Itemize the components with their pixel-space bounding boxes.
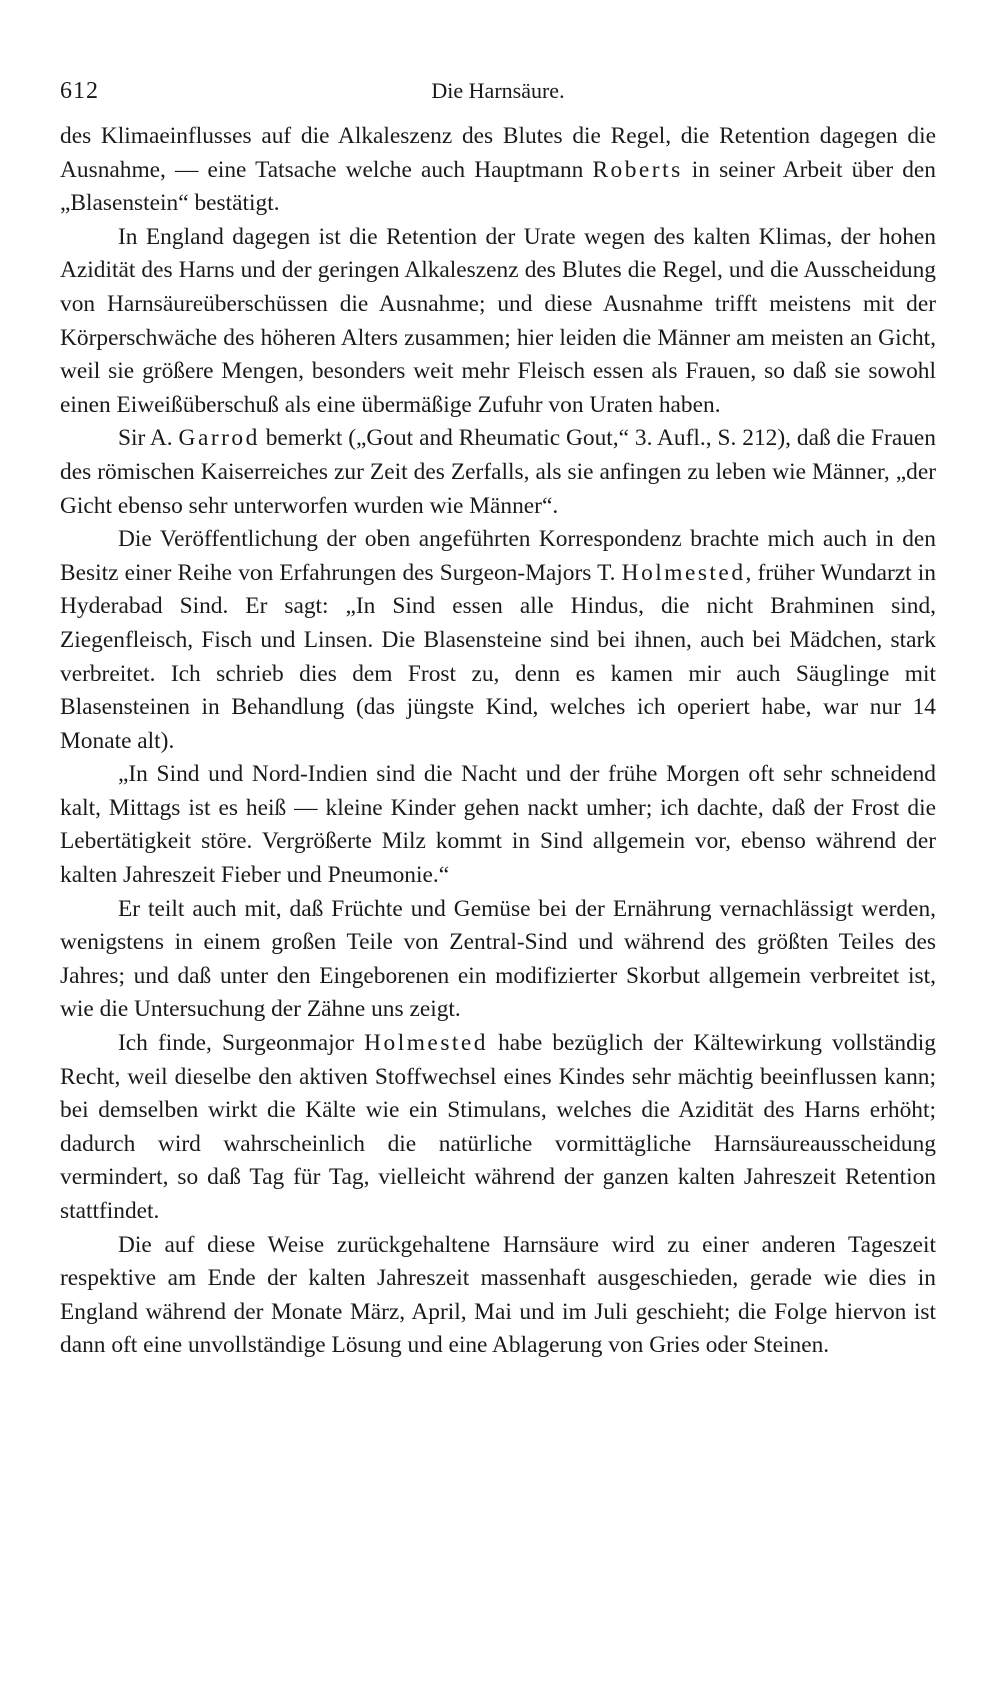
- text-run: Er teilt auch mit, daß Früchte und Gemüse bei der Ernährung vernachlässigt werden, wenigstens in einem großen Teile von Zentral-Sind und während des größten Teiles des Jahres; und daß unter den Eingeborenen ein modifizierter Skorbut allgemein verbreitet ist, wie die Untersuchung der Zähne uns zeigt.: [60, 895, 936, 1023]
- text-run: bemerkt („Gout and Rheumatic Gout,“ 3. Aufl., S. 212), daß die Frauen des römischen Kaiserreiches zur Zeit des Zerfalls, als sie anfingen zu leben wie Männer, „der Gicht ebenso sehr unterworfen wurden wie Männer“.: [60, 425, 936, 519]
- paragraph: [60, 523, 936, 758]
- paragraph: [60, 120, 936, 221]
- paragraph: [60, 422, 936, 523]
- paragraph: [60, 1229, 936, 1363]
- text-run: „In Sind und Nord-Indien sind die Nacht und der frühe Morgen oft sehr schneidend kalt, Mittags ist es heiß — kleine Kinder gehen nackt umher; ich dachte, daß der Frost die Lebertätigkeit störe. Vergrößerte Milz kommt in Sind allgemein vor, ebenso während der kalten Jahreszeit Fieber und Pneumonie.“: [60, 761, 936, 889]
- text-run: Ich finde, Surgeonmajor: [118, 1030, 365, 1057]
- paragraph: [60, 1027, 936, 1229]
- paragraph: [60, 221, 936, 423]
- text-run: Sir A.: [118, 425, 179, 452]
- spaced-name: Garrod: [178, 425, 260, 452]
- body-text: [60, 120, 936, 1363]
- text-run: Die auf diese Weise zurückgehaltene Harnsäure wird zu einer anderen Tageszeit respektive am Ende der kalten Jahreszeit massenhaft ausgeschieden, gerade wie dies in England während der Monate März, April, Mai und im Juli geschieht; die Folge hiervon ist dann oft eine unvollständige Lösung und eine Ablagerung von Gries oder Steinen.: [60, 1231, 936, 1359]
- text-run: des Klimaeinflusses auf die Alkaleszenz des Blutes die Regel, die Retention dagegen die Ausnahme, — eine Tatsache welche auch Hauptmann: [60, 123, 936, 183]
- page-number: 612: [60, 78, 99, 104]
- running-title: Die Harnsäure.: [431, 78, 565, 103]
- text-run: Die Veröffentlichung der oben angeführten Korrespondenz brachte mich auch in den Besitz einer Reihe von Erfahrungen des Surgeon-Majors T.: [60, 526, 936, 586]
- paragraph: [60, 893, 936, 1027]
- text-run: habe bezüglich der Kältewirkung vollständig Recht, weil dieselbe den aktiven Stoffwechsel eines Kindes sehr mächtig beeinflussen kann; bei demselben wirkt die Kälte wie ein Stimulans, welches die Azidität des Harns erhöht; dadurch wird wahrscheinlich die natürliche vormittägliche Harnsäureausscheidung vermindert, so daß Tag für Tag, vielleicht während der ganzen kalten Jahreszeit Retention stattfindet.: [60, 1030, 936, 1224]
- text-run: in seiner Arbeit über den „Blasenstein“ bestätigt.: [60, 156, 936, 217]
- paragraph: [60, 758, 936, 892]
- page-header: [60, 78, 936, 118]
- spaced-name: Holmested: [364, 1030, 488, 1057]
- text-run: , früher Wundarzt in Hyderabad Sind. Er sagt: „In Sind essen alle Hindus, die nicht Brahminen sind, Ziegenfleisch, Fisch und Linsen. Die Blasensteine sind bei ihnen, auch bei Mädchen, stark verbreitet. Ich schrieb dies dem Frost zu, denn es kamen mir auch Säuglinge mit Blasensteinen in Behandlung (das jüngste Kind, welches ich operiert habe, war nur 14 Monate alt).: [60, 559, 936, 754]
- book-page: [60, 78, 936, 1363]
- text-run: In England dagegen ist die Retention der Urate wegen des kalten Klimas, der hohen Azidität des Harns und der geringen Alkaleszenz des Blutes die Regel, und die Ausscheidung von Harnsäureüberschüssen die Ausnahme; und diese Ausnahme trifft meistens mit der Körperschwäche des höheren Alters zusammen; hier leiden die Männer am meisten an Gicht, weil sie größere Mengen, besonders weit mehr Fleisch essen als Frauen, so daß sie sowohl einen Eiweißüberschuß als eine übermäßige Zufuhr von Uraten haben.: [60, 223, 936, 418]
- spaced-name: Holmested: [621, 559, 746, 586]
- spaced-name: Roberts: [592, 156, 683, 183]
